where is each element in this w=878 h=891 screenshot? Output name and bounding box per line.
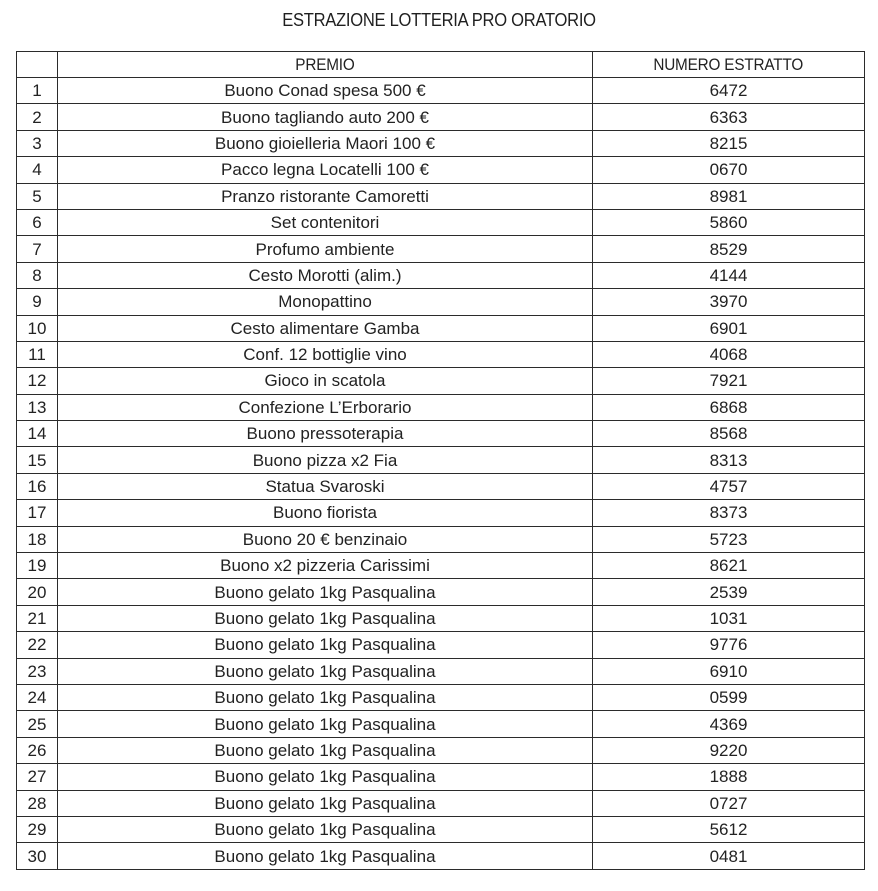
drawn-number-cell: 4369	[593, 711, 865, 737]
prize-cell: Buono fiorista	[58, 500, 593, 526]
drawn-number-cell: 5612	[593, 816, 865, 842]
row-index: 25	[17, 711, 58, 737]
row-index: 14	[17, 421, 58, 447]
prize-cell: Statua Svaroski	[58, 473, 593, 499]
row-index: 1	[17, 78, 58, 104]
table-row	[17, 632, 865, 658]
drawn-number-cell: 8529	[593, 236, 865, 262]
header-prize-label: PREMIO	[295, 55, 355, 74]
table-row	[17, 130, 865, 156]
table-row	[17, 394, 865, 420]
table-header-row	[17, 52, 865, 78]
table-row	[17, 790, 865, 816]
drawn-number-cell: 5860	[593, 209, 865, 235]
table-row	[17, 315, 865, 341]
prize-cell: Buono gelato 1kg Pasqualina	[58, 764, 593, 790]
prize-cell: Buono pressoterapia	[58, 421, 593, 447]
table-row	[17, 289, 865, 315]
row-index: 16	[17, 473, 58, 499]
drawn-number-cell: 5723	[593, 526, 865, 552]
prize-cell: Buono x2 pizzeria Carissimi	[58, 553, 593, 579]
row-index: 17	[17, 500, 58, 526]
prize-cell: Set contenitori	[58, 209, 593, 235]
prize-cell: Pacco legna Locatelli 100 €	[58, 157, 593, 183]
table-row	[17, 104, 865, 130]
drawn-number-cell: 8981	[593, 183, 865, 209]
table-row	[17, 262, 865, 288]
table-row	[17, 183, 865, 209]
document-title: ESTRAZIONE LOTTERIA PRO ORATORIO	[282, 10, 596, 30]
row-index: 27	[17, 764, 58, 790]
prize-cell: Buono gelato 1kg Pasqualina	[58, 684, 593, 710]
header-prize	[58, 52, 593, 78]
prize-cell: Buono gelato 1kg Pasqualina	[58, 737, 593, 763]
drawn-number-cell: 7921	[593, 368, 865, 394]
prize-cell: Cesto alimentare Gamba	[58, 315, 593, 341]
drawn-number-cell: 1031	[593, 605, 865, 631]
row-index: 30	[17, 843, 58, 869]
row-index: 28	[17, 790, 58, 816]
table-row	[17, 737, 865, 763]
prize-cell: Buono Conad spesa 500 €	[58, 78, 593, 104]
row-index: 12	[17, 368, 58, 394]
row-index: 22	[17, 632, 58, 658]
prize-cell: Cesto Morotti (alim.)	[58, 262, 593, 288]
row-index: 2	[17, 104, 58, 130]
prize-cell: Buono gelato 1kg Pasqualina	[58, 658, 593, 684]
table-row	[17, 605, 865, 631]
table-row	[17, 843, 865, 869]
prize-cell: Buono gelato 1kg Pasqualina	[58, 816, 593, 842]
row-index: 24	[17, 684, 58, 710]
drawn-number-cell: 4144	[593, 262, 865, 288]
prize-cell: Buono gelato 1kg Pasqualina	[58, 632, 593, 658]
header-index	[17, 52, 58, 78]
table-row	[17, 236, 865, 262]
prize-cell: Buono gelato 1kg Pasqualina	[58, 605, 593, 631]
row-index: 3	[17, 130, 58, 156]
table-row	[17, 421, 865, 447]
prize-cell: Confezione L’Erborario	[58, 394, 593, 420]
prize-cell: Monopattino	[58, 289, 593, 315]
row-index: 19	[17, 553, 58, 579]
table-row	[17, 816, 865, 842]
prize-cell: Conf. 12 bottiglie vino	[58, 341, 593, 367]
drawn-number-cell: 6363	[593, 104, 865, 130]
prize-cell: Buono pizza x2 Fia	[58, 447, 593, 473]
header-drawn-number-label: NUMERO ESTRATTO	[653, 55, 804, 74]
drawn-number-cell: 0599	[593, 684, 865, 710]
row-index: 4	[17, 157, 58, 183]
row-index: 10	[17, 315, 58, 341]
table-row	[17, 684, 865, 710]
prize-cell: Buono tagliando auto 200 €	[58, 104, 593, 130]
prize-cell: Pranzo ristorante Camoretti	[58, 183, 593, 209]
table-row	[17, 764, 865, 790]
table-row	[17, 368, 865, 394]
drawn-number-cell: 8313	[593, 447, 865, 473]
table-row	[17, 553, 865, 579]
drawn-number-cell: 4068	[593, 341, 865, 367]
drawn-number-cell: 8373	[593, 500, 865, 526]
lottery-results-table	[16, 51, 865, 870]
table-row	[17, 209, 865, 235]
drawn-number-cell: 8215	[593, 130, 865, 156]
prize-cell: Buono gioielleria Maori 100 €	[58, 130, 593, 156]
prize-cell: Buono gelato 1kg Pasqualina	[58, 843, 593, 869]
row-index: 20	[17, 579, 58, 605]
table-row	[17, 526, 865, 552]
row-index: 8	[17, 262, 58, 288]
table-row	[17, 447, 865, 473]
table-row	[17, 711, 865, 737]
row-index: 21	[17, 605, 58, 631]
drawn-number-cell: 6901	[593, 315, 865, 341]
drawn-number-cell: 9776	[593, 632, 865, 658]
table-row	[17, 157, 865, 183]
table-row	[17, 78, 865, 104]
drawn-number-cell: 3970	[593, 289, 865, 315]
row-index: 26	[17, 737, 58, 763]
drawn-number-cell: 6910	[593, 658, 865, 684]
prize-cell: Profumo ambiente	[58, 236, 593, 262]
row-index: 23	[17, 658, 58, 684]
row-index: 18	[17, 526, 58, 552]
row-index: 13	[17, 394, 58, 420]
row-index: 6	[17, 209, 58, 235]
prize-cell: Gioco in scatola	[58, 368, 593, 394]
drawn-number-cell: 8621	[593, 553, 865, 579]
drawn-number-cell: 6868	[593, 394, 865, 420]
row-index: 5	[17, 183, 58, 209]
prize-cell: Buono gelato 1kg Pasqualina	[58, 579, 593, 605]
drawn-number-cell: 0670	[593, 157, 865, 183]
table-row	[17, 500, 865, 526]
row-index: 11	[17, 341, 58, 367]
row-index: 7	[17, 236, 58, 262]
header-drawn-number	[593, 52, 865, 78]
table-row	[17, 658, 865, 684]
drawn-number-cell: 0481	[593, 843, 865, 869]
drawn-number-cell: 6472	[593, 78, 865, 104]
table-row	[17, 341, 865, 367]
drawn-number-cell: 2539	[593, 579, 865, 605]
prize-cell: Buono gelato 1kg Pasqualina	[58, 711, 593, 737]
drawn-number-cell: 0727	[593, 790, 865, 816]
table-row	[17, 579, 865, 605]
drawn-number-cell: 1888	[593, 764, 865, 790]
row-index: 15	[17, 447, 58, 473]
drawn-number-cell: 9220	[593, 737, 865, 763]
table-row	[17, 473, 865, 499]
prize-cell: Buono gelato 1kg Pasqualina	[58, 790, 593, 816]
drawn-number-cell: 8568	[593, 421, 865, 447]
prize-cell: Buono 20 € benzinaio	[58, 526, 593, 552]
row-index: 9	[17, 289, 58, 315]
drawn-number-cell: 4757	[593, 473, 865, 499]
row-index: 29	[17, 816, 58, 842]
